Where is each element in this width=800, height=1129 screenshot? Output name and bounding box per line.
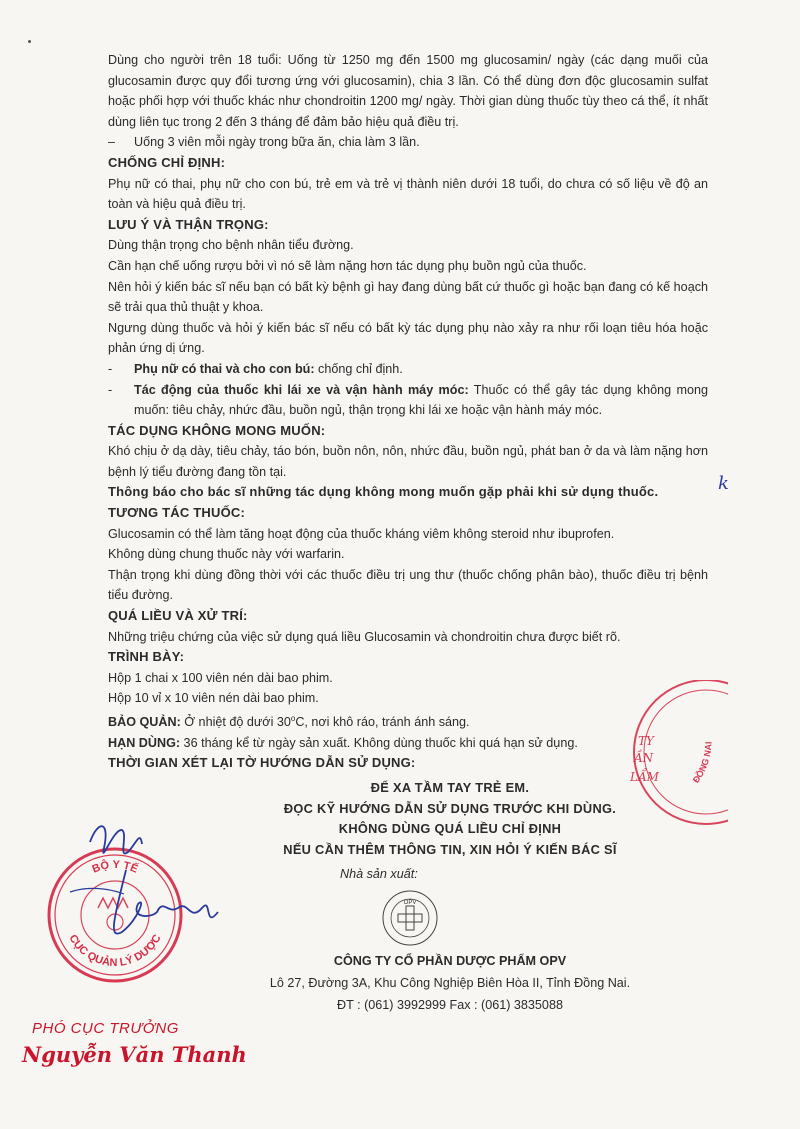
- precaution-line-4: Ngưng dùng thuốc và hỏi ý kiến bác sĩ nếu có bất kỳ tác dụng phụ nào xảy ra như rối loạn tiêu hóa hoặc phản ứng dị ứng.: [108, 320, 708, 356]
- company-phone: ĐT : (061) 3992999 Fax : (061) 3835088: [337, 998, 563, 1012]
- precaution-line-2: Cần hạn chế uống rượu bởi vì nó sẽ làm nặng hơn tác dụng phụ buồn ngủ của thuốc.: [108, 258, 587, 273]
- overdose-heading: QUÁ LIỀU VÀ XỬ TRÍ:: [108, 608, 248, 624]
- dash-mark: -: [108, 382, 113, 397]
- storage-text-2: C, nơi khô ráo, tránh ánh sáng.: [295, 715, 470, 730]
- warning-line-4: NẾU CẦN THÊM THÔNG TIN, XIN HỎI Ý KIẾN BÁC SĨ: [283, 841, 617, 857]
- company-stamp-arc-text: ĐỒNG NAI: [690, 741, 714, 785]
- leaflet-body: [108, 50, 708, 774]
- pregnancy-label: Phụ nữ có thai và cho con bú:: [134, 361, 315, 376]
- company-name: CÔNG TY CỔ PHẦN DƯỢC PHẨM OPV: [333, 954, 567, 968]
- driving-bullet-text: [134, 380, 708, 421]
- company-logo: [380, 888, 440, 948]
- storage-text-1: Ở nhiệt độ dưới 30: [180, 715, 291, 730]
- bullet-mark: –: [108, 135, 116, 150]
- pregnancy-bullet-text: [134, 359, 708, 380]
- warning-line-1: ĐỂ XA TẦM TAY TRẺ EM.: [370, 780, 530, 795]
- presentation-line-1: Hộp 1 chai x 100 viên nén dài bao phim.: [108, 670, 333, 685]
- precautions-heading: LƯU Ý VÀ THẬN TRỌNG:: [108, 216, 269, 232]
- driving-label: Tác động của thuốc khi lái xe và vận hành máy móc:: [134, 382, 469, 397]
- dash-mark: -: [108, 361, 113, 376]
- expiry-text: 36 tháng kể từ ngày sản xuất. Không dùng thuốc khi quá hạn sử dụng.: [180, 735, 578, 750]
- dosage-bullet-text: Uống 3 viên mỗi ngày trong bữa ăn, chia làm 3 lần.: [134, 135, 420, 150]
- review-heading: THỜI GIAN XÉT LẠI TỜ HƯỚNG DẪN SỬ DỤNG:: [108, 755, 416, 771]
- dosage-paragraph: Dùng cho người trên 18 tuổi: Uống từ 1250 mg đến 1500 mg glucosamin/ ngày (các dạng muối của glucosamin được quy đổi tương ứng với glucosamin), chia 3 lần. Có thể dùng đơn độc glucosamin sulfat hoặc phối hợp với thuốc khác như chondroitin 1200 mg/ ngày. Thời gian dùng thuốc tùy theo cá thể, ít nhất dùng liên tục trong 2 đến 3 tháng để đảm bảo hiệu quả điều trị.: [108, 53, 708, 129]
- signatory-title: PHÓ CỤC TRƯỞNG: [32, 1020, 179, 1037]
- interaction-line-1: Glucosamin có thể làm tăng hoạt động của thuốc kháng viêm không steroid như ibuprofen.: [108, 526, 615, 541]
- precaution-line-3: Nên hỏi ý kiến bác sĩ nếu bạn có bất kỳ bệnh gì hay đang dùng bất cứ thuốc gì hoặc bạn đang có kế hoạch sẽ trải qua thủ thuật y khoa.: [108, 279, 708, 315]
- side-effects-heading: TÁC DỤNG KHÔNG MONG MUỐN:: [108, 422, 326, 438]
- company-stamp: [588, 680, 728, 830]
- scan-speck: [28, 40, 31, 43]
- interactions-heading: TƯƠNG TÁC THUỐC:: [108, 505, 246, 521]
- presentation-line-2: Hộp 10 vỉ x 10 viên nén dài bao phim.: [108, 691, 319, 706]
- signatory-name: Nguyễn Văn Thanh: [22, 1042, 247, 1067]
- interaction-line-2: Không dùng chung thuốc này với warfarin.: [108, 547, 345, 562]
- driving-text: Thuốc có thể gây tác dụng không mong muốn: tiêu chảy, nhức đầu, buồn ngủ, thận trọng khi lái xe hoặc vận hành máy móc.: [134, 382, 708, 418]
- stamp-bottom-text: CỤC QUẢN LÝ DƯỢC: [66, 932, 164, 970]
- company-address: Lô 27, Đường 3A, Khu Công Nghiệp Biên Hòa II, Tỉnh Đồng Nai.: [269, 976, 631, 990]
- company-stamp-line-2: ẦN: [634, 751, 654, 765]
- logo-text: OPV: [403, 900, 417, 906]
- dosage-bullet: [108, 132, 708, 153]
- company-block: [190, 950, 710, 1016]
- pregnancy-bullet: [108, 359, 708, 380]
- handwritten-signature: [18, 800, 238, 950]
- side-effects-text: Khó chịu ở dạ dày, tiêu chảy, táo bón, buồn nôn, nôn, nhức đầu, buồn ngủ, phát ban ở da và làm nặng hơn bệnh lý tiểu đường đang tồn tại.: [108, 444, 708, 479]
- margin-initial: k: [718, 473, 729, 494]
- contraindications-text: Phụ nữ có thai, phụ nữ cho con bú, trẻ em và trẻ vị thành niên dưới 18 tuổi, do chưa có số liệu về độ an toàn và hiệu quả điều trị.: [108, 176, 708, 212]
- expiry-label: HẠN DÙNG:: [108, 735, 181, 750]
- company-stamp-line-3: LẨM: [630, 770, 659, 784]
- contraindications-heading: CHỐNG CHỈ ĐỊNH:: [108, 154, 226, 170]
- stamp-top-text: BỘ Y TẾ: [90, 858, 140, 876]
- warning-line-2: ĐỌC KỸ HƯỚNG DẪN SỬ DỤNG TRƯỚC KHI DÙNG.: [283, 800, 617, 816]
- storage-label: BẢO QUẢN:: [108, 715, 181, 730]
- overdose-text: Những triệu chứng của việc sử dụng quá liều Glucosamin và chondroitin chưa được biết rõ.: [108, 629, 621, 644]
- presentation-heading: TRÌNH BÀY:: [108, 649, 185, 665]
- manufacturer-label: Nhà sản xuất:: [340, 867, 418, 881]
- interaction-line-3: Thận trọng khi dùng đồng thời với các thuốc điều trị ung thư (thuốc chống phân bào), thuốc điều trị bệnh tiểu đường.: [108, 567, 708, 603]
- side-effects-notice: Thông báo cho bác sĩ những tác dụng không mong muốn gặp phải khi sử dụng thuốc.: [108, 484, 659, 500]
- company-stamp-line-1: TY: [638, 734, 654, 748]
- degree-sup: o: [290, 714, 296, 723]
- pregnancy-text: chống chỉ định.: [314, 361, 403, 376]
- precaution-line-1: Dùng thận trọng cho bệnh nhân tiểu đường.: [108, 238, 354, 253]
- driving-bullet: [108, 380, 708, 421]
- warning-line-3: KHÔNG DÙNG QUÁ LIỀU CHỈ ĐỊNH: [338, 821, 562, 836]
